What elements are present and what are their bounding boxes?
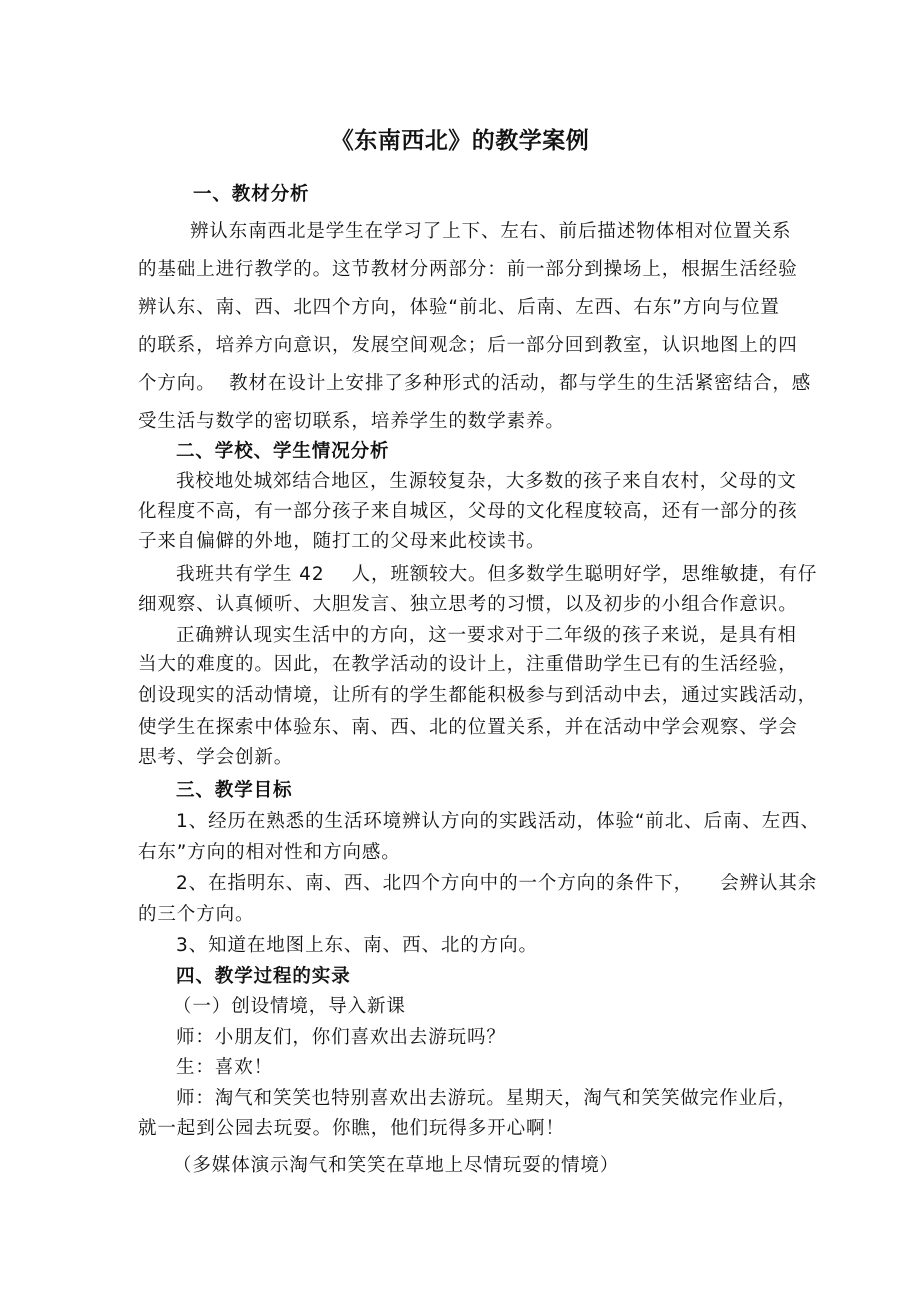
text-line: 右东”方向的相对性和方向感。 (138, 842, 401, 863)
text-line: 1、经历在熟悉的生活环境辨认方向的实践活动，体验“前北、后南、左西、 (176, 811, 820, 832)
text-line: 师：淘气和笑笑也特别喜欢出去游玩。星期天，淘气和笑笑做完作业后， (176, 1088, 797, 1109)
text-line: 的三个方向。 (138, 904, 255, 925)
document-title: 《东南西北》的教学案例 (330, 128, 590, 154)
text-line: 生：喜欢！ (176, 1057, 274, 1078)
text-line: 的基础上进行教学的。这节教材分两部分：前一部分到操场上，根据生活经验 (138, 259, 798, 280)
text-line: 创设现实的活动情境，让所有的学生都能积极参与到活动中去，通过实践活动， (138, 685, 818, 706)
text-line: 3、知道在地图上东、南、西、北的方向。 (176, 935, 538, 956)
text-line: 细观察、认真倾听、大胆发言、独立思考的习惯，以及初步的小组合作意识。 (138, 594, 798, 615)
text-line: 子来自偏僻的外地，随打工的父母来此校读书。 (138, 531, 546, 552)
section-heading: 二、学校、学生情况分析 (176, 441, 390, 462)
text-line: 的联系，培养方向意识，发展空间观念；后一部分回到教室，认识地图上的四 (138, 335, 798, 356)
text-line: 就一起到公园去玩耍。你瞧，他们玩得多开心啊！ (138, 1118, 565, 1139)
text-line: 辨认东、南、西、北四个方向，体验“前北、后南、左西、右东”方向与位置 (138, 297, 780, 318)
text-line: （一）创设情境，导入新课 (173, 996, 406, 1017)
text-line: 受生活与数学的密切联系，培养学生的数学素养。 (138, 411, 565, 432)
text-line: 思考、学会创新。 (138, 747, 294, 768)
section-heading: 一、教材分析 (193, 184, 310, 205)
text-line: 师：小朋友们，你们喜欢出去游玩吗？ (176, 1027, 506, 1048)
text-line: 我校地处城郊结合地区，生源较复杂，大多数的孩子来自农村，父母的文 (176, 471, 797, 492)
text-line: 我班共有学生 42 人，班额较大。但多数学生聪明好学，思维敏捷，有仔 (176, 564, 818, 585)
section-heading: 三、教学目标 (176, 780, 293, 801)
text-line: 2、在指明东、南、西、北四个方向中的一个方向的条件下， 会辨认其余 (176, 873, 818, 894)
text-line: 使学生在探索中体验东、南、西、北的位置关系，并在活动中学会观察、学会 (138, 717, 798, 738)
text-line: 化程度不高，有一部分孩子来自城区，父母的文化程度较高，还有一部分的孩 (138, 501, 798, 522)
text-line: 正确辨认现实生活中的方向，这一要求对于二年级的孩子来说，是具有相 (176, 625, 797, 646)
section-heading: 四、教学过程的实录 (176, 966, 351, 987)
text-line: 辨认东南西北是学生在学习了上下、左右、前后描述物体相对位置关系 (190, 221, 792, 242)
text-line: 当大的难度的。因此，在教学活动的设计上，注重借助学生已有的生活经验， (138, 654, 798, 675)
text-line: （多媒体演示淘气和笑笑在草地上尽情玩耍的情境） (173, 1155, 620, 1176)
text-line: 个方向。 教材在设计上安排了多种形式的活动，都与学生的生活紧密结合，感 (138, 373, 812, 394)
